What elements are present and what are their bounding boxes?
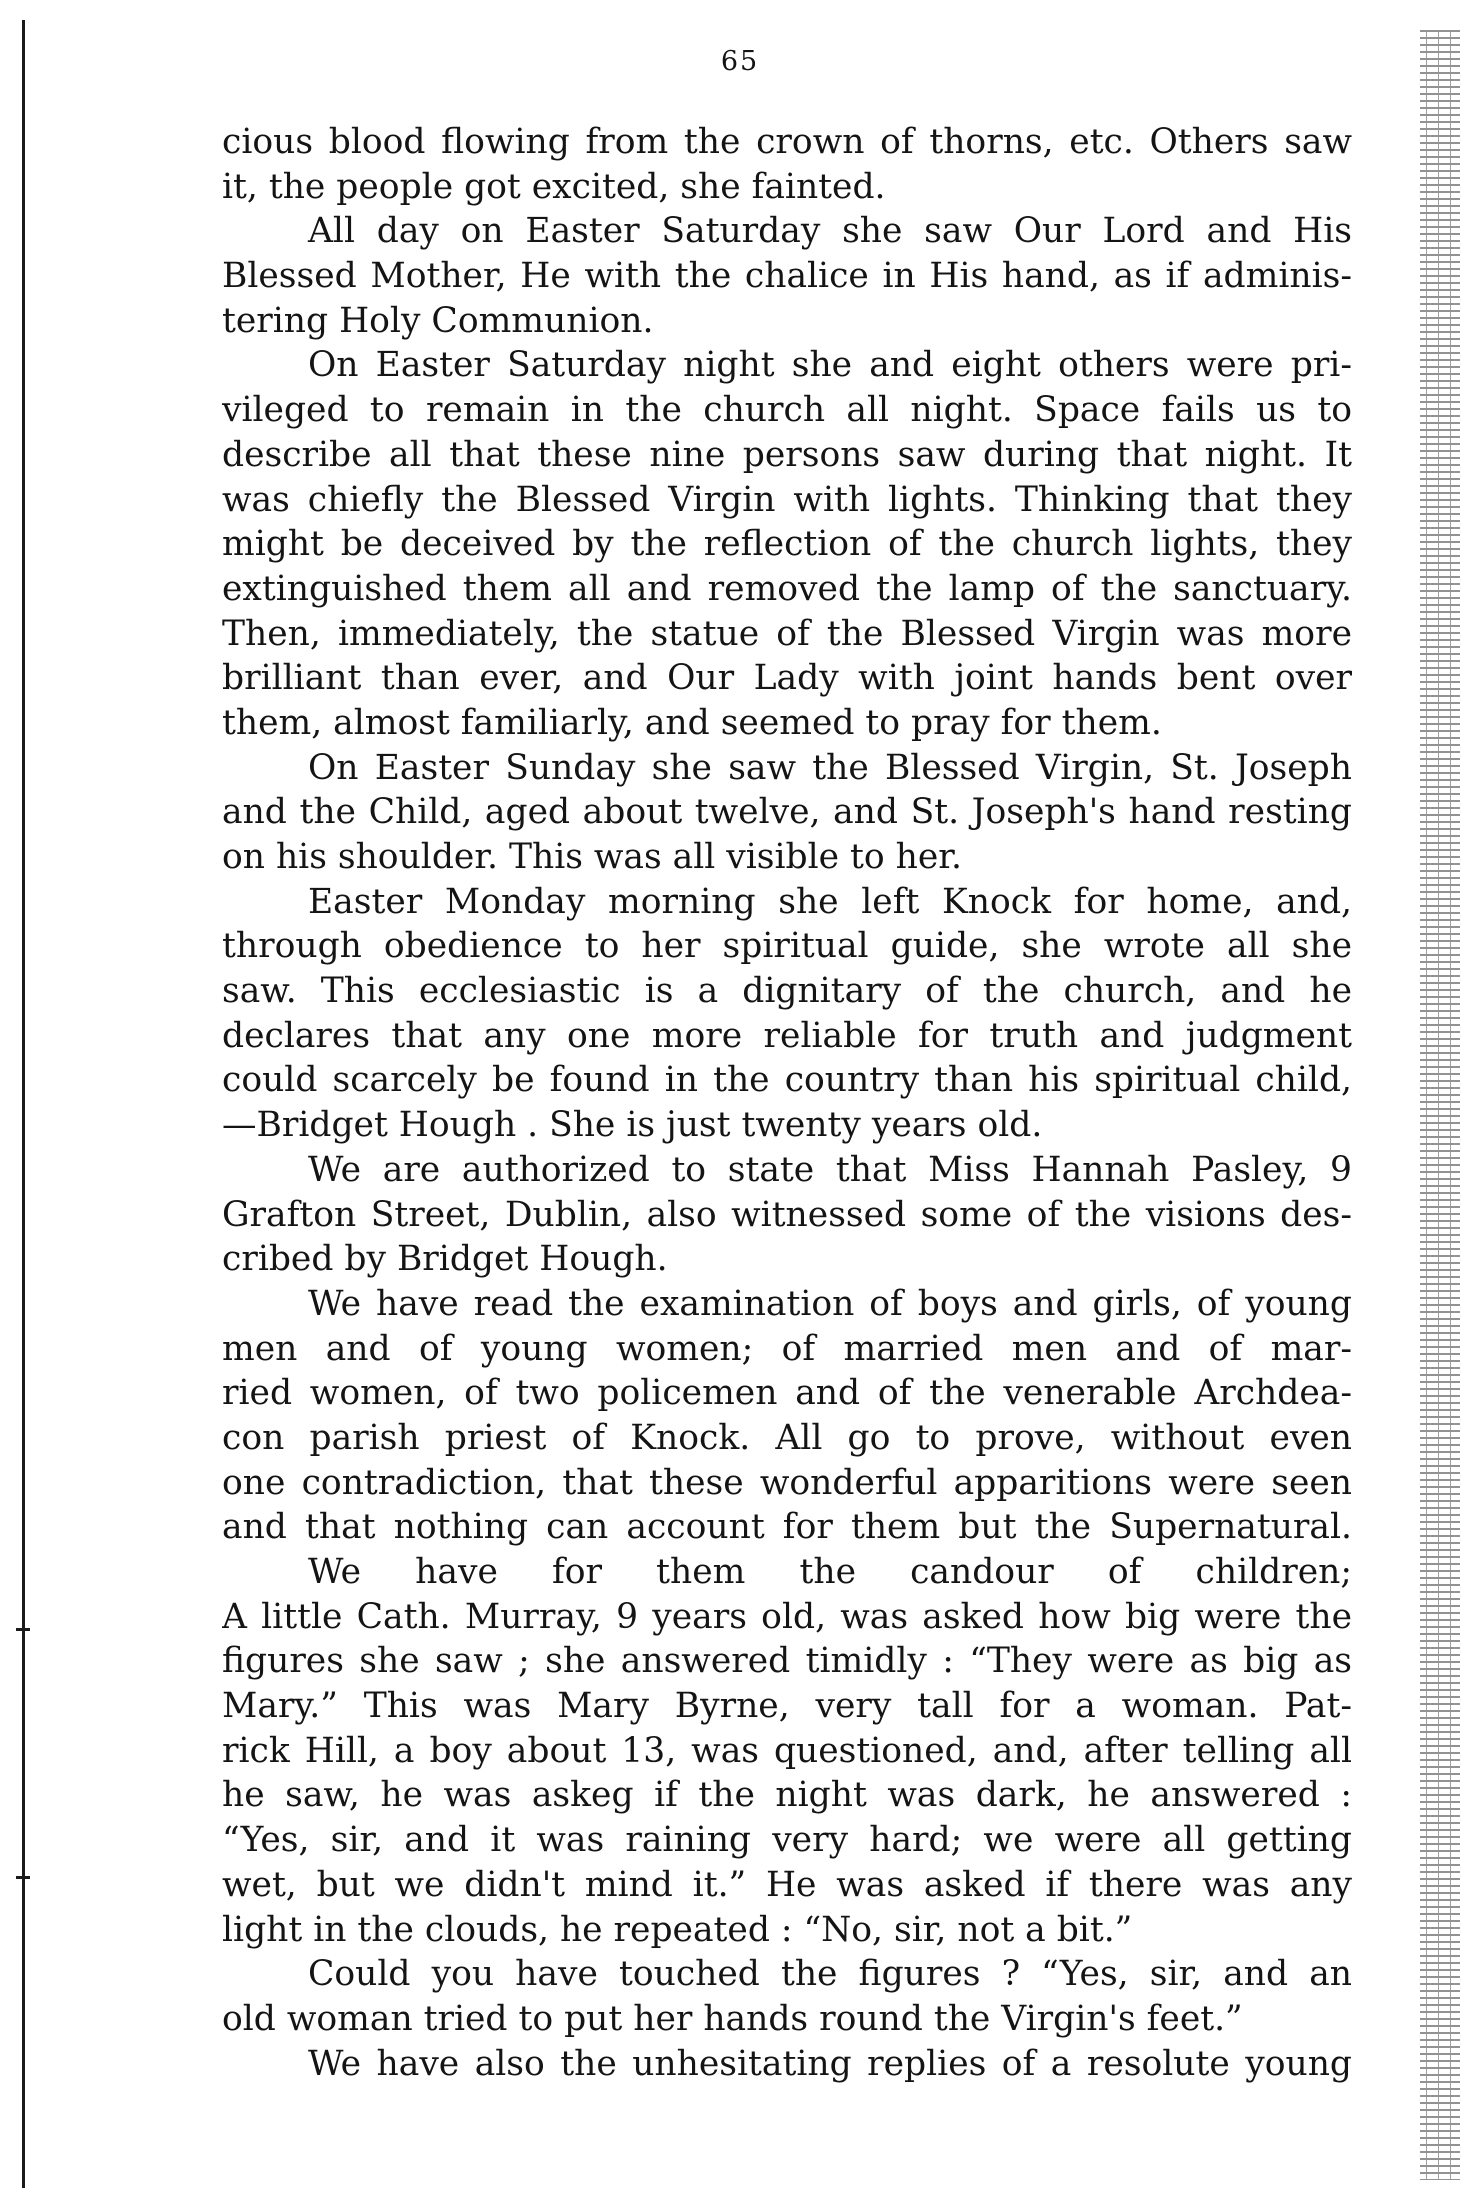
- text-line: —Bridget Hough . She is just twenty years old.: [222, 1105, 1043, 1146]
- page-number: 65: [720, 46, 760, 77]
- text-line: ried women, of two policemen and of the venerable Archdea-: [222, 1373, 1352, 1414]
- text-line: figures she saw ; she answered timidly : “They were as big as: [222, 1641, 1352, 1682]
- text-line: Blessed Mother, He with the chalice in His hand, as if adminis-: [222, 256, 1352, 297]
- text-line: wet, but we didn't mind it.” He was asked if there was any: [222, 1864, 1352, 1905]
- text-line: “Yes, sir, and it was raining very hard; we were all getting: [222, 1820, 1352, 1861]
- text-line: through obedience to her spiritual guide, she wrote all she: [222, 926, 1352, 967]
- text-line: All day on Easter Saturday she saw Our Lord and His: [308, 211, 1352, 252]
- binding-mark: [16, 1876, 30, 1879]
- text-line: We have also the unhesitating replies of a resolute young: [308, 2043, 1352, 2084]
- text-line: could scarcely be found in the country than his spiritual child,: [222, 1060, 1352, 1101]
- text-line: might be deceived by the reflection of the church lights, they: [222, 524, 1352, 565]
- text-line: old woman tried to put her hands round the Virgin's feet.”: [222, 1998, 1243, 2039]
- text-line: describe all that these nine persons saw during that night. It: [222, 434, 1352, 475]
- text-line: On Easter Sunday she saw the Blessed Virgin, St. Joseph: [308, 747, 1352, 788]
- text-line: one contradiction, that these wonderful apparitions were seen: [222, 1462, 1352, 1503]
- text-line: We have read the examination of boys and girls, of young: [308, 1283, 1352, 1324]
- text-line: Then, immediately, the statue of the Blessed Virgin was more: [222, 613, 1352, 654]
- text-line: men and of young women; of married men and of mar-: [222, 1328, 1352, 1369]
- text-line: cribed by Bridget Hough.: [222, 1239, 668, 1280]
- text-line: We have for them the candour of children;: [308, 1552, 1352, 1592]
- text-line: Mary.” This was Mary Byrne, very tall for a woman. Pat-: [222, 1686, 1352, 1727]
- text-line: Easter Monday morning she left Knock for home, and,: [308, 881, 1352, 922]
- text-line: vileged to remain in the church all night. Space fails us to: [222, 390, 1352, 431]
- text-line: We are authorized to state that Miss Hannah Pasley, 9: [308, 1149, 1352, 1190]
- text-line: cious blood flowing from the crown of thorns, etc. Others saw: [222, 122, 1352, 162]
- text-line: tering Holy Communion.: [222, 300, 654, 341]
- text-line: and the Child, aged about twelve, and St. Joseph's hand resting: [222, 792, 1352, 833]
- body-text: [222, 120, 1352, 2086]
- text-line: light in the clouds, he repeated : “No, sir, not a bit.”: [222, 1909, 1133, 1950]
- text-line: he saw, he was askeg if the night was dark, he answered :: [222, 1775, 1352, 1816]
- text-line: declares that any one more reliable for truth and judgment: [222, 1015, 1352, 1056]
- text-line: brilliant than ever, and Our Lady with joint hands bent over: [222, 658, 1352, 699]
- text-line: it, the people got excited, she fainted.: [222, 166, 886, 207]
- text-line: On Easter Saturday night she and eight others were pri-: [308, 345, 1352, 386]
- text-line: con parish priest of Knock. All go to prove, without even: [222, 1417, 1352, 1458]
- binding-rule: [22, 20, 25, 2188]
- text-line: them, almost familiarly, and seemed to pray for them.: [222, 702, 1162, 743]
- text-line: Could you have touched the figures ? “Yes, sir, and an: [308, 1954, 1352, 1995]
- text-line: on his shoulder. This was all visible to her.: [222, 837, 962, 877]
- text-line: was chiefly the Blessed Virgin with lights. Thinking that they: [222, 479, 1352, 520]
- text-line: extinguished them all and removed the lamp of the sanctuary.: [222, 568, 1352, 609]
- text-line: and that nothing can account for them but the Supernatural.: [222, 1507, 1352, 1548]
- page-edge-texture: [1420, 30, 1460, 2180]
- text-line: saw. This ecclesiastic is a dignitary of the church, and he: [222, 971, 1352, 1012]
- text-line: Grafton Street, Dublin, also witnessed some of the visions des-: [222, 1194, 1352, 1235]
- text-line: rick Hill, a boy about 13, was questioned, and, after telling all: [222, 1730, 1352, 1771]
- text-line: A little Cath. Murray, 9 years old, was asked how big were the: [222, 1596, 1352, 1637]
- binding-mark: [16, 1628, 30, 1631]
